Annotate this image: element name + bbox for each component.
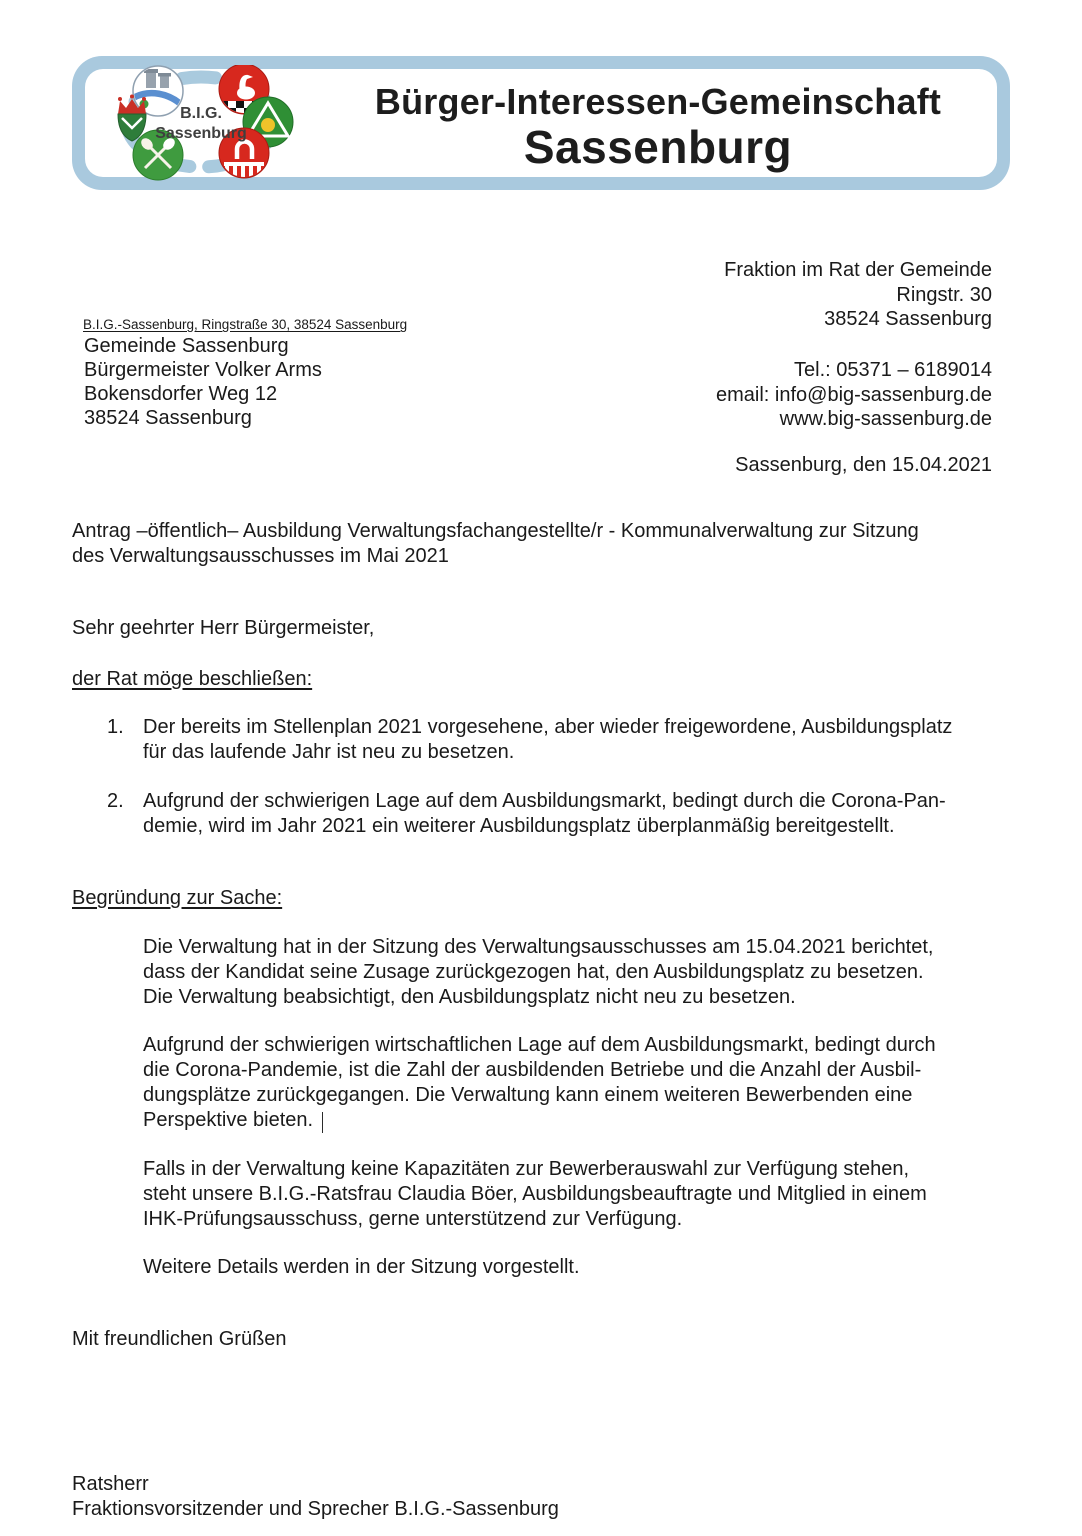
text-cursor[interactable]	[322, 1112, 324, 1133]
logo-text-line1: B.I.G.	[180, 105, 222, 122]
text-line: Bokensdorfer Weg 12	[84, 383, 278, 405]
subject-block	[72, 519, 919, 569]
text-line: Aufgrund der schwierigen wirtschaftlichen Lage auf dem Ausbildungsmarkt, bedingt durch	[143, 1034, 936, 1056]
list-number: 1.	[107, 716, 124, 738]
letterhead-inner	[85, 69, 997, 177]
list-item-text	[143, 715, 952, 765]
org-title	[335, 81, 981, 171]
recipient-address	[84, 334, 322, 430]
letterhead	[72, 56, 1010, 190]
text-line: www.big-sassenburg.de	[779, 408, 992, 430]
text-line: Der bereits im Stellenplan 2021 vorgesehene, aber wieder freigewordene, Ausbildungsplatz	[143, 716, 953, 738]
signature-block	[72, 1472, 559, 1522]
paragraph-3	[143, 1157, 927, 1232]
text-line: für das laufende Jahr ist neu zu besetzen.	[143, 741, 515, 763]
text-line: Die Verwaltung beabsichtigt, den Ausbildungsplatz nicht neu zu besetzen.	[143, 986, 796, 1008]
text-line: Gemeinde Sassenburg	[84, 335, 289, 357]
list-item-text	[143, 789, 946, 839]
sender-org-block	[724, 258, 992, 332]
logo-text-line2: Sassenburg	[155, 125, 247, 142]
org-name-line2: Sassenburg	[523, 121, 793, 173]
list-number: 2.	[107, 790, 124, 812]
text-line: Ratsherr	[72, 1473, 149, 1495]
big-sassenburg-logo	[97, 65, 347, 187]
text-line: Weitere Details werden in der Sitzung vorgestellt.	[143, 1256, 580, 1278]
text-line: Fraktionsvorsitzender und Sprecher B.I.G.-Sassenburg	[72, 1498, 559, 1520]
paragraph-2	[143, 1033, 936, 1133]
text-line: Fraktion im Rat der Gemeinde	[724, 259, 992, 281]
text-line: Bürgermeister Volker Arms	[84, 359, 322, 381]
text-line: steht unsere B.I.G.-Ratsfrau Claudia Böer, Ausbildungsbeauftragte und Mitglied in einem	[143, 1183, 927, 1205]
return-address-line: B.I.G.-Sassenburg, Ringstraße 30, 38524 Sassenburg	[83, 317, 408, 332]
salutation: Sehr geehrter Herr Bürgermeister,	[72, 617, 375, 639]
text-line: Die Verwaltung hat in der Sitzung des Verwaltungsausschusses am 15.04.2021 berichtet,	[143, 936, 934, 958]
resolution-heading: der Rat möge beschließen:	[72, 668, 313, 690]
text-line: Perspektive bieten.	[143, 1108, 936, 1133]
org-name-line1: Bürger-Interessen-Gemeinschaft	[374, 81, 942, 122]
text-line: IHK-Prüfungsausschuss, gerne unterstützend zur Verfügung.	[143, 1208, 683, 1230]
text-line: email: info@big-sassenburg.de	[715, 383, 992, 406]
text-line: demie, wird im Jahr 2021 ein weiterer Ausbildungsplatz überplanmäßig bereitgestellt.	[143, 815, 895, 837]
text-line: Tel.: 05371 – 6189014	[794, 359, 992, 381]
paragraph-4	[143, 1255, 580, 1280]
text-line: Falls in der Verwaltung keine Kapazitäten zur Bewerberauswahl zur Verfügung stehen,	[143, 1158, 910, 1180]
date-line: Sassenburg, den 15.04.2021	[735, 454, 992, 476]
text-line: die Corona-Pandemie, ist die Zahl der ausbildenden Betriebe und die Anzahl der Ausbil-	[143, 1059, 922, 1081]
justification-heading: Begründung zur Sache:	[72, 887, 283, 909]
text-line: dass der Kandidat seine Zusage zurückgezogen hat, den Ausbildungsplatz zu besetzen.	[143, 961, 924, 983]
text-line: Aufgrund der schwierigen Lage auf dem Ausbildungsmarkt, bedingt durch die Corona-Pan-	[143, 790, 946, 812]
text-line: 38524 Sassenburg	[84, 407, 252, 429]
text-line: dungsplätze zurückgegangen. Die Verwaltung kann einem weiteren Bewerbenden eine	[143, 1084, 913, 1106]
sender-contact-block	[716, 358, 992, 432]
paragraph-1	[143, 935, 933, 1010]
closing-salutation: Mit freundlichen Grüßen	[72, 1328, 287, 1350]
text-line: Ringstr. 30	[896, 283, 992, 306]
text-line: Antrag –öffentlich– Ausbildung Verwaltungsfachangestellte/r - Kommunalverwaltung zur Sitzung	[72, 520, 919, 542]
text-line: 38524 Sassenburg	[824, 308, 992, 330]
text-line: des Verwaltungsausschusses im Mai 2021	[72, 545, 449, 567]
